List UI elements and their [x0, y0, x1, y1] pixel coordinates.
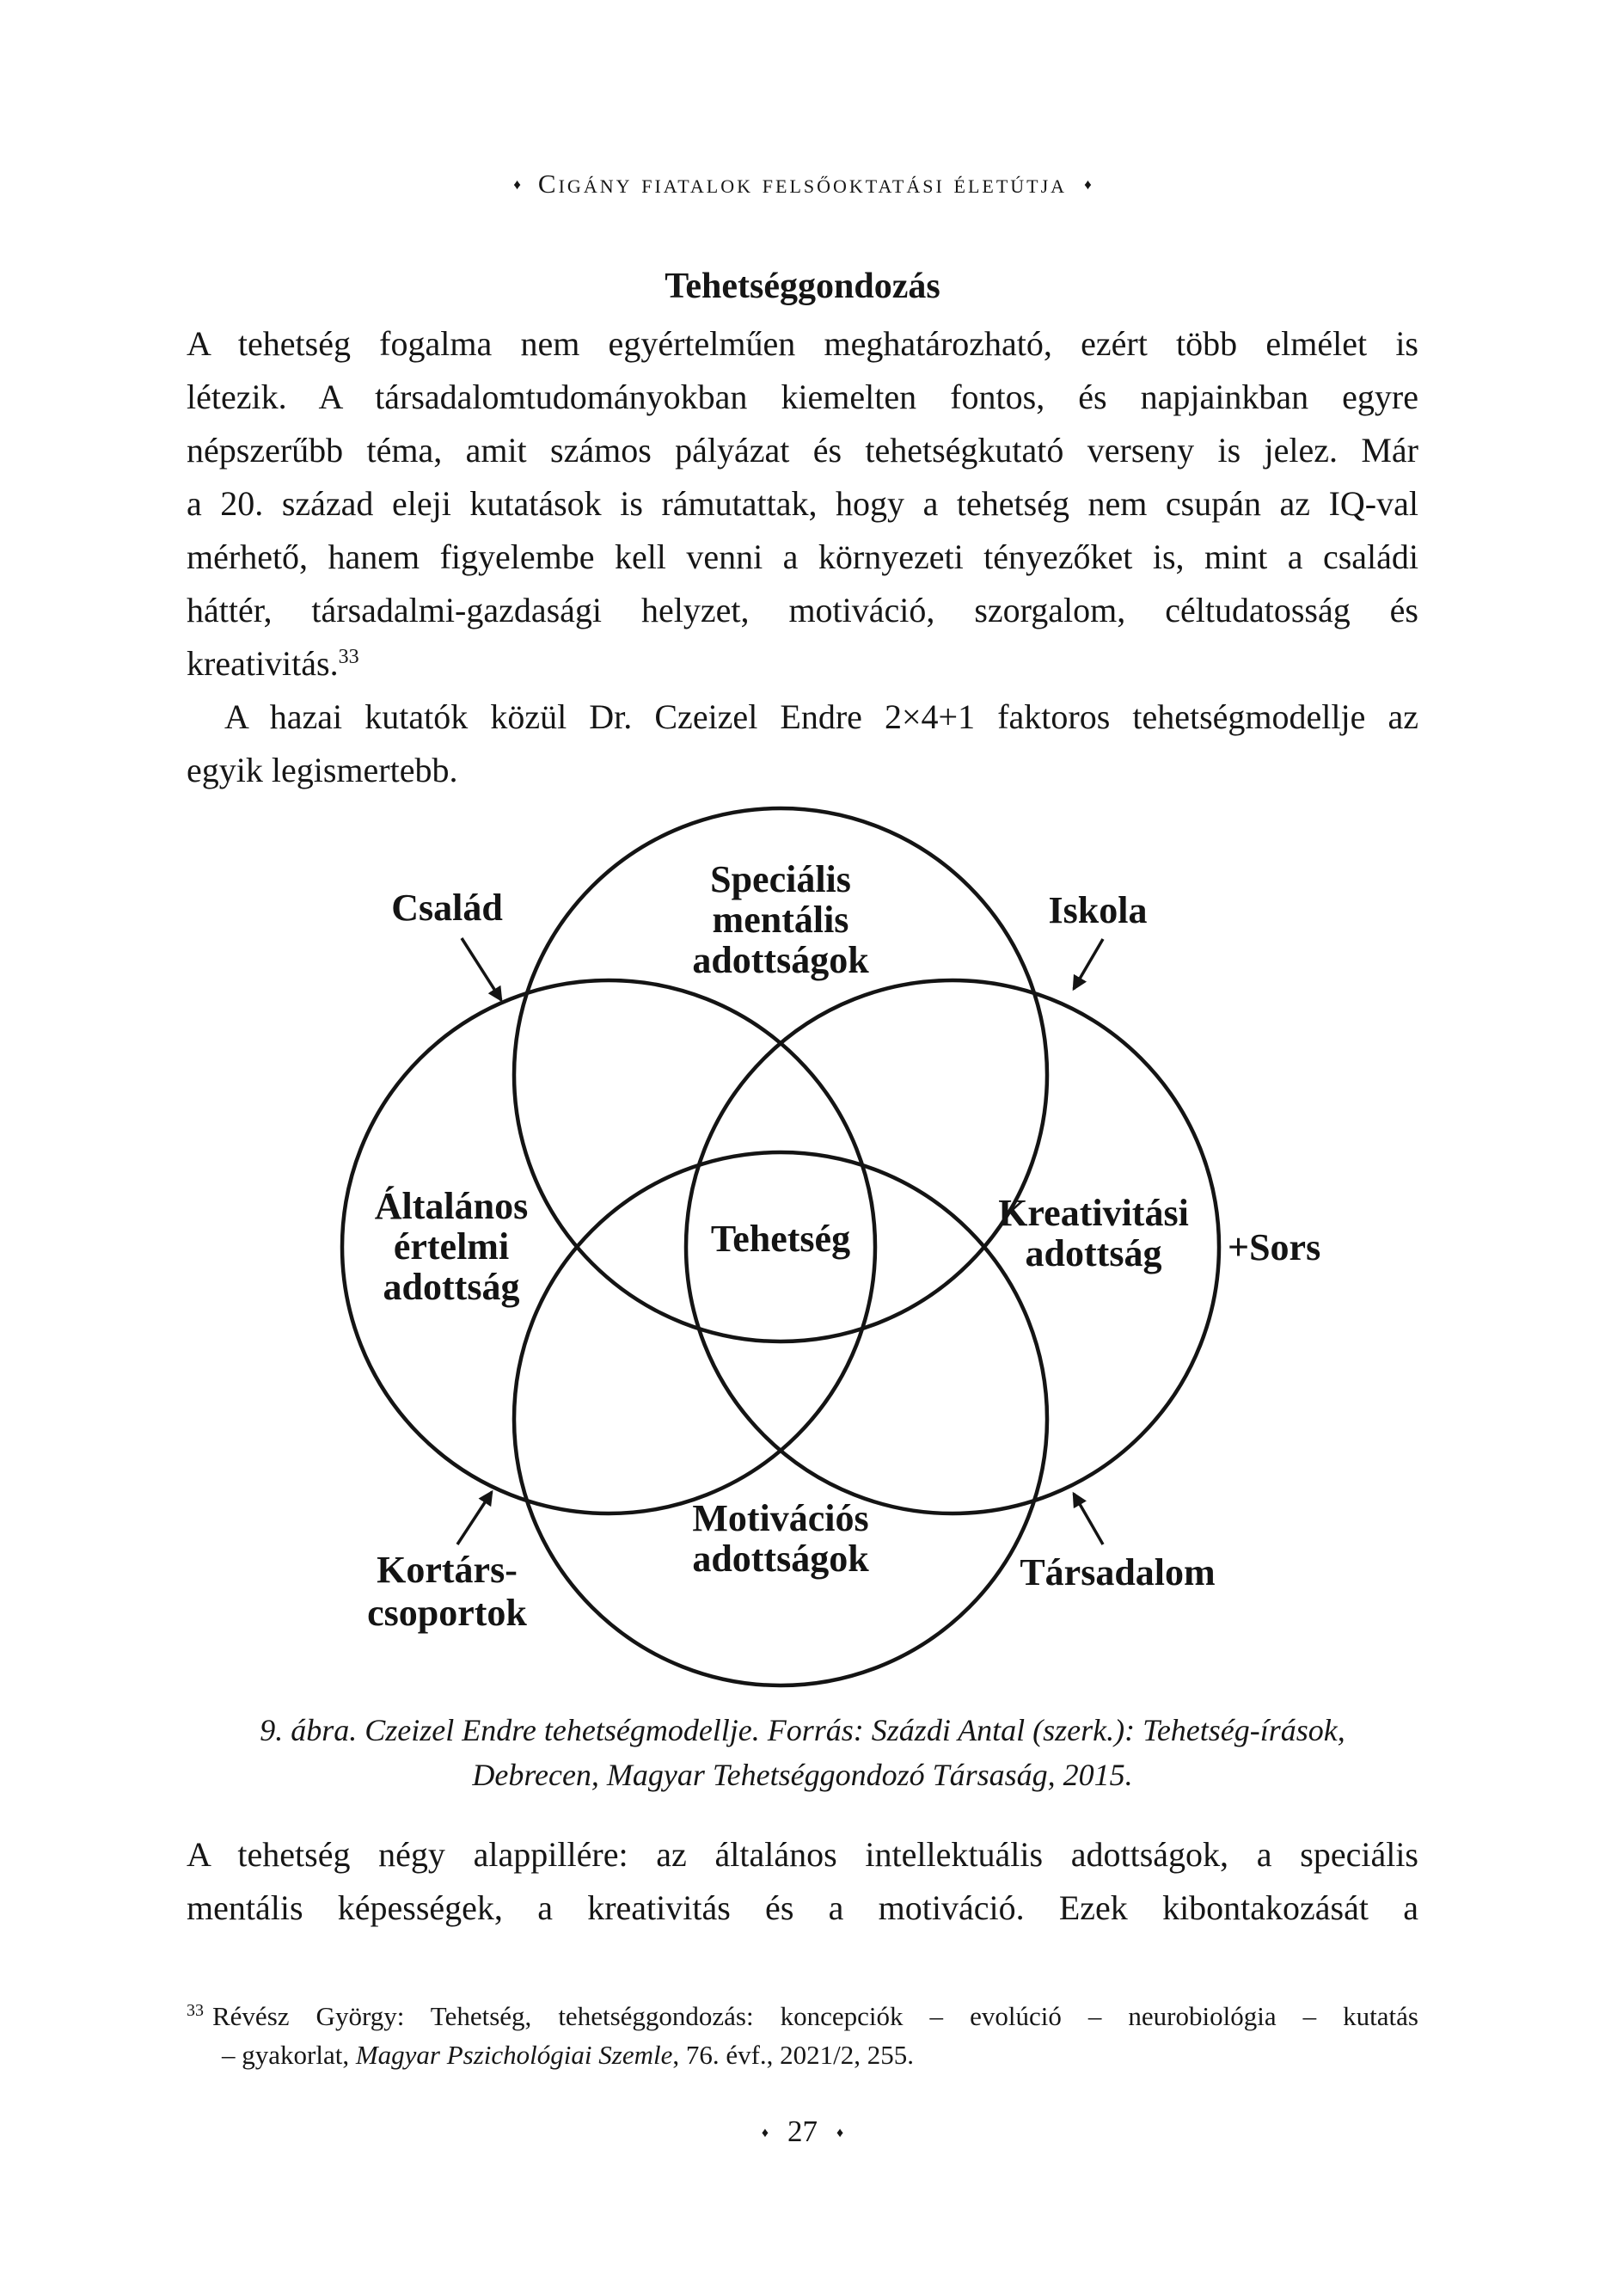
- label-special-mental-line: Speciális: [710, 858, 851, 900]
- footnote: [187, 1997, 1418, 2074]
- diamond-icon: ♦: [836, 2126, 844, 2140]
- footnote-text: – gyakorlat,: [222, 2040, 356, 2070]
- footnote-reference: 33: [338, 646, 359, 668]
- label-special-mental-line: mentális: [712, 899, 849, 941]
- arrow-school: [1074, 939, 1103, 989]
- section-title: Tehetséggondozás: [665, 267, 940, 306]
- page-number-value: 27: [787, 2115, 818, 2148]
- arrow-peer-groups: [457, 1492, 492, 1544]
- arrow-society: [1074, 1494, 1103, 1544]
- label-peer-groups-line: csoportok: [367, 1592, 527, 1634]
- label-general-intellectual-line: adottság: [383, 1266, 520, 1308]
- label-school: Iskola: [1048, 889, 1148, 931]
- body-line: létezik. A társadalomtudományokban kiemelten fontos, és napjainkban egyre: [187, 378, 1418, 416]
- label-creativity-line: Kreativitási: [998, 1192, 1189, 1234]
- label-creativity-line: adottság: [1025, 1232, 1162, 1274]
- diamond-icon: ♦: [761, 2126, 769, 2140]
- caption-line: Debrecen, Magyar Tehetséggondozó Társaság, 2015.: [472, 1758, 1133, 1792]
- body-line: népszerűbb téma, amit számos pályázat és tehetségkutató verseny is jelez. Már: [187, 431, 1418, 470]
- running-header: [187, 169, 1418, 200]
- body-line: [187, 637, 1418, 691]
- body-line-text: kreativitás.: [187, 644, 339, 683]
- diamond-icon: ♦: [513, 176, 521, 193]
- body-line: háttér, társadalmi-gazdasági helyzet, motiváció, szorgalom, céltudatosság és: [187, 591, 1418, 629]
- caption-line: 9. ábra. Czeizel Endre tehetségmodellje. Forrás: Százdi Antal (szerk.): Tehetség-írások,: [260, 1713, 1345, 1747]
- footnote-journal-title: Magyar Pszichológiai Szemle: [355, 2040, 673, 2070]
- body-line: mérhető, hanem figyelembe kell venni a környezeti tényezőket is, mint a családi: [187, 537, 1418, 576]
- running-header-text: Cigány fiatalok felsőoktatási életútja: [537, 169, 1068, 199]
- talent-model-figure: [187, 804, 1418, 1797]
- label-general-intellectual-line: Általános: [374, 1185, 529, 1227]
- figure-caption: [187, 1708, 1418, 1797]
- footnote-line: [187, 2035, 1418, 2074]
- footnote-text: , 76. évf., 2021/2, 255.: [672, 2040, 915, 2070]
- footnote-marker: 33: [187, 2001, 204, 2020]
- body-line: A hazai kutatók közül Dr. Czeizel Endre 2×4+1 faktoros tehetségmodellje az: [224, 697, 1418, 736]
- paragraph-2: [187, 691, 1418, 797]
- venn-diagram: [301, 804, 1375, 1694]
- label-motivation-line: Motivációs: [692, 1497, 869, 1539]
- footnote-text: Révész György: Tehetség, tehetséggondozás: koncepciók – evolúció – neurobiológia – kutatás: [212, 2001, 1418, 2031]
- label-talent-center: Tehetség: [710, 1218, 851, 1260]
- body-line: A tehetség fogalma nem egyértelműen meghatározható, ezért több elmélet is: [187, 324, 1418, 363]
- label-general-intellectual-line: értelmi: [393, 1225, 510, 1268]
- label-society: Társadalom: [1020, 1551, 1216, 1593]
- paragraph-3: [187, 1828, 1418, 1935]
- footnote-line: [187, 1997, 1418, 2035]
- label-family: Család: [391, 887, 503, 929]
- body-line: a 20. század eleji kutatások is rámutattak, hogy a tehetség nem csupán az IQ-val: [187, 484, 1418, 523]
- page-number: [187, 2112, 1418, 2152]
- label-peer-groups-line: Kortárs-: [377, 1549, 518, 1591]
- paragraph-1: [187, 317, 1418, 691]
- arrow-family: [462, 938, 501, 1000]
- label-fate: +Sors: [1228, 1226, 1321, 1268]
- text-column: [187, 169, 1418, 2152]
- body-line: mentális képességek, a kreativitás és a motiváció. Ezek kibontakozását a: [187, 1888, 1418, 1927]
- label-special-mental-line: adottságok: [692, 939, 869, 981]
- body-line: A tehetség négy alappillére: az általános intellektuális adottságok, a speciális: [187, 1835, 1418, 1874]
- body-line: egyik legismertebb.: [187, 751, 458, 789]
- label-motivation-line: adottságok: [692, 1538, 869, 1580]
- diamond-icon: ♦: [1084, 176, 1092, 193]
